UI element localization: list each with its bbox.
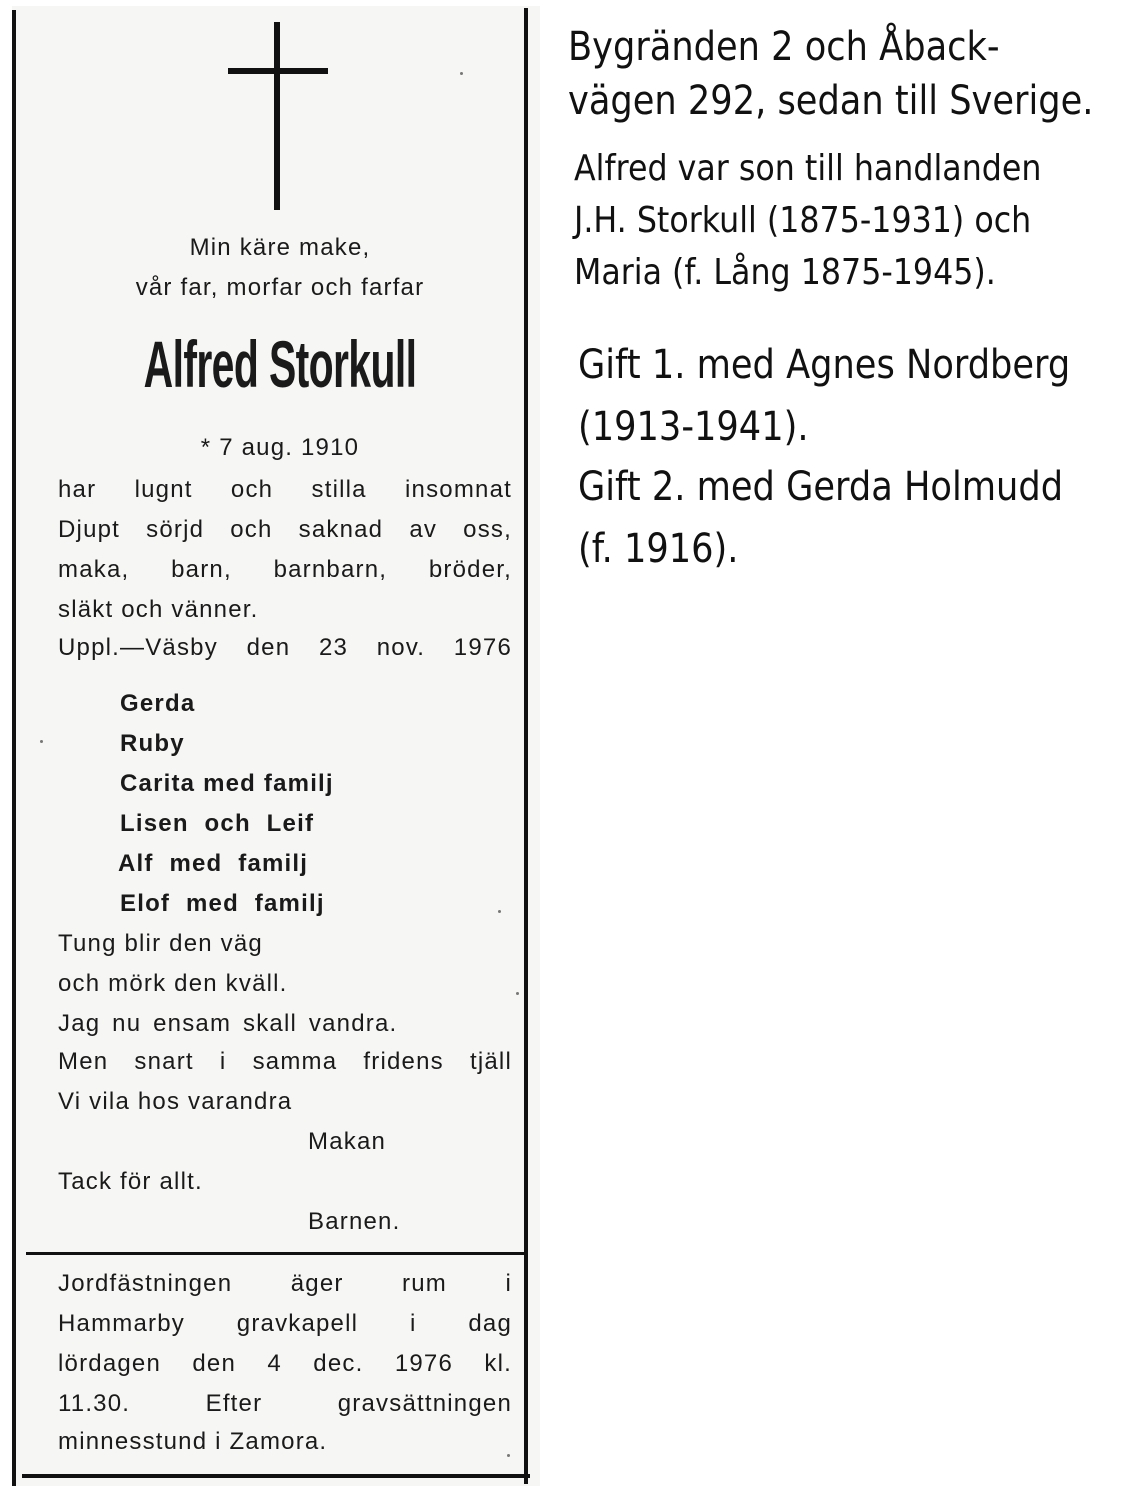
funeral-line: Jordfästningen äger rum i bbox=[58, 1270, 512, 1297]
note-parents-line-1: Alfred var son till handlanden bbox=[574, 148, 1042, 189]
print-speck bbox=[40, 740, 43, 743]
print-speck bbox=[460, 72, 463, 75]
funeral-line: lördagen den 4 dec. 1976 kl. bbox=[58, 1350, 512, 1377]
funeral-line: Hammarby gravkapell i dag bbox=[58, 1310, 512, 1337]
thanks-line: Tack för allt. bbox=[58, 1168, 203, 1195]
funeral-line: 11.30. Efter gravsättningen bbox=[58, 1390, 512, 1417]
body-line-2: Djupt sörjd och saknad av oss, bbox=[58, 516, 512, 543]
poem-line: Vi vila hos varandra bbox=[58, 1088, 293, 1115]
birth-date: * 7 aug. 1910 bbox=[200, 434, 360, 461]
clipping-right-border bbox=[524, 8, 528, 1484]
signature-barnen: Barnen. bbox=[308, 1208, 401, 1235]
clipping-paper bbox=[12, 6, 540, 1486]
intro-line-1: Min käre make, bbox=[189, 234, 371, 261]
poem-line: Men snart i samma fridens tjäll bbox=[58, 1048, 512, 1075]
body-line-3: maka, barn, barnbarn, bröder, bbox=[58, 556, 512, 583]
clipping-left-border bbox=[12, 10, 16, 1486]
print-speck bbox=[507, 1454, 510, 1457]
body-line-4: släkt och vänner. bbox=[58, 596, 259, 623]
family-member: Gerda bbox=[120, 690, 196, 717]
funeral-divider bbox=[26, 1252, 528, 1255]
family-member: Carita med familj bbox=[120, 770, 334, 797]
note-address-line-1: Bygränden 2 och Åback- bbox=[568, 24, 1000, 70]
note-address-line-2: vägen 292, sedan till Sverige. bbox=[568, 78, 1094, 124]
family-member: Elof med familj bbox=[120, 890, 325, 917]
clipping-bottom-border bbox=[22, 1474, 530, 1478]
body-line-1: har lugnt och stilla insomnat bbox=[58, 476, 512, 503]
deceased-name: Alfred Storkull bbox=[143, 327, 417, 401]
family-member: Alf med familj bbox=[118, 850, 309, 877]
note-marriage-line-2: (1913-1941). bbox=[578, 404, 809, 450]
note-parents-line-2: J.H. Storkull (1875-1931) och bbox=[574, 200, 1032, 241]
note-marriage-line-3: Gift 2. med Gerda Holmudd bbox=[578, 464, 1064, 510]
poem-line: Tung blir den väg bbox=[58, 930, 263, 957]
note-parents-line-3: Maria (f. Lång 1875-1945). bbox=[574, 252, 996, 293]
family-member: Lisen och Leif bbox=[120, 810, 315, 837]
body-line-5: Uppl.—Väsby den 23 nov. 1976 bbox=[58, 634, 512, 661]
signature-makan: Makan bbox=[308, 1128, 387, 1155]
print-speck bbox=[516, 992, 519, 995]
note-marriage-line-4: (f. 1916). bbox=[578, 526, 739, 572]
intro-line-2: vår far, morfar och farfar bbox=[135, 274, 425, 301]
note-marriage-line-1: Gift 1. med Agnes Nordberg bbox=[578, 342, 1071, 388]
print-speck bbox=[498, 910, 501, 913]
poem-line: Jag nu ensam skall vandra. bbox=[58, 1010, 398, 1037]
poem-line: och mörk den kväll. bbox=[58, 970, 288, 997]
family-member: Ruby bbox=[120, 730, 185, 757]
funeral-line: minnesstund i Zamora. bbox=[58, 1428, 328, 1455]
